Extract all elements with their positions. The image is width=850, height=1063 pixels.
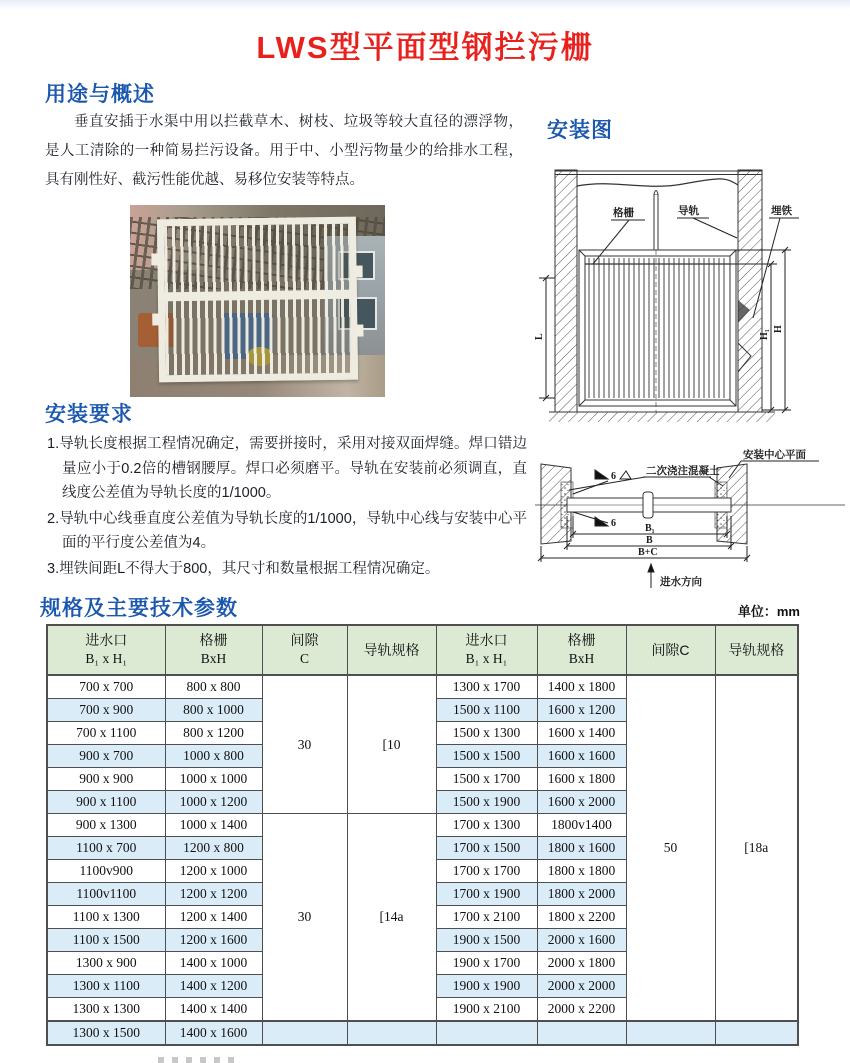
requirement-item: 3.埋铁间距L不得大于800，其尺寸和数量根据工程情况确定。	[47, 560, 440, 577]
dim-label-B-plus-C: B+C	[638, 547, 658, 558]
column-header: 导轨规格	[347, 625, 436, 675]
column-header: 格栅 BxH	[537, 625, 626, 675]
table-cell: 800 x 1200	[165, 722, 262, 745]
table-cell: 1700 x 1900	[436, 883, 537, 906]
spec-table-header	[47, 625, 798, 675]
table-cell: 1600 x 1200	[537, 699, 626, 722]
table-cell: 900 x 1300	[47, 814, 165, 837]
column-header: 间隙C	[626, 625, 715, 675]
install-diagram-plan-view	[533, 438, 850, 595]
section-heading-overview: 用途与概述	[45, 83, 155, 106]
dim-label-H: H	[773, 325, 784, 333]
table-cell: 1400 x 1600	[165, 1021, 262, 1045]
table-cell: 1900 x 2100	[436, 998, 537, 1022]
ground	[549, 412, 775, 422]
weld-size-bottom: 6	[611, 518, 616, 529]
photo-steel-grate	[157, 217, 358, 383]
label-embedded-iron: 埋铁	[771, 205, 792, 217]
requirement-item: 1.导轨长度根据工程情况确定，需要拼接时，采用对接双面焊缝。焊口错边量应小于0.2倍的槽钢腰厚。焊口必须磨平。导轨在安装前必须调直，直线度公差值为导轨长度的1/1000。	[47, 436, 527, 501]
table-cell: 1100 x 1300	[47, 906, 165, 929]
table-cell: 1300 x 1500	[47, 1021, 165, 1045]
top-deck	[555, 171, 762, 186]
spec-table	[46, 624, 799, 1046]
table-cell: 1500 x 1500	[436, 745, 537, 768]
column-header: 进水口 B₁ x H₁	[436, 625, 537, 675]
table-cell: 1800v1400	[537, 814, 626, 837]
table-cell: 1700 x 1500	[436, 837, 537, 860]
table-cell: 1200 x 1400	[165, 906, 262, 929]
dim-label-H1: H₁	[759, 329, 770, 340]
table-cell: 1800 x 1800	[537, 860, 626, 883]
table-cell	[436, 1021, 537, 1045]
table-cell: 1200 x 1200	[165, 883, 262, 906]
table-cell: 1400 x 1000	[165, 952, 262, 975]
photo-grate-lug	[152, 313, 161, 325]
table-cell: 1900 x 1700	[436, 952, 537, 975]
column-header: 导轨规格	[715, 625, 798, 675]
table-cell: 1400 x 1200	[165, 975, 262, 998]
spec-table-body	[47, 675, 798, 1045]
table-cell: 1600 x 1800	[537, 768, 626, 791]
table-cell: 1600 x 1400	[537, 722, 626, 745]
table-cell: [10	[347, 675, 436, 814]
label-center-plane: 安装中心平面	[743, 449, 806, 461]
table-cell: 1300 x 1700	[436, 675, 537, 699]
table-cell: 30	[262, 814, 347, 1022]
table-cell: 2000 x 2200	[537, 998, 626, 1022]
table-cell: 1100 x 1500	[47, 929, 165, 952]
table-row	[47, 1021, 798, 1045]
section-heading-specs: 规格及主要技术参数	[40, 597, 238, 620]
table-cell: 1400 x 1400	[165, 998, 262, 1022]
table-cell: 700 x 900	[47, 699, 165, 722]
table-cell: 2000 x 1600	[537, 929, 626, 952]
table-cell: 1100v1100	[47, 883, 165, 906]
table-cell: 1500 x 1700	[436, 768, 537, 791]
table-cell: 900 x 900	[47, 768, 165, 791]
label-flow-direction: 进水方向	[660, 576, 702, 588]
dim-label-B1: B₁	[645, 523, 655, 534]
table-cell	[715, 1021, 798, 1045]
photo-grate-lug	[151, 254, 160, 266]
photo-grate-lug	[354, 325, 363, 337]
photo-grate-lug	[353, 266, 362, 278]
table-cell: 1400 x 1800	[537, 675, 626, 699]
table-cell: 1100v900	[47, 860, 165, 883]
dim-label-B: B	[646, 535, 653, 546]
table-cell: 1600 x 1600	[537, 745, 626, 768]
table-cell: 1000 x 1000	[165, 768, 262, 791]
table-cell: 2000 x 1800	[537, 952, 626, 975]
table-cell: 1200 x 1000	[165, 860, 262, 883]
table-cell: 900 x 1100	[47, 791, 165, 814]
table-cell	[626, 1021, 715, 1045]
unit-label: 单位：mm	[737, 604, 800, 619]
overview-paragraph: 垂直安插于水渠中用以拦截草木、树枝、垃圾等较大直径的漂浮物，是人工清除的一种简易拦污设备。用于中、小型污物量少的给排水工程，具有刚性好、截污性能优越、易移位安装等特点。	[45, 114, 523, 188]
table-cell: 800 x 1000	[165, 699, 262, 722]
page-title: LWS型平面型钢拦污栅	[256, 30, 594, 65]
page-top-strip	[0, 0, 850, 10]
dim-label-L: L	[534, 333, 545, 340]
requirement-item: 2.导轨中心线垂直度公差值为导轨长度的1/1000，导轨中心线与安装中心平面的平行度公差值为4。	[47, 510, 527, 551]
table-cell: 1300 x 900	[47, 952, 165, 975]
rail-section	[567, 492, 731, 518]
table-cell: 700 x 1100	[47, 722, 165, 745]
table-cell: 1700 x 1700	[436, 860, 537, 883]
install-diagram-front-view	[533, 160, 850, 432]
section-heading-install-requirements: 安装要求	[45, 403, 133, 426]
column-header: 格栅 BxH	[165, 625, 262, 675]
photo-grate-rail	[161, 290, 353, 302]
table-cell: 1000 x 800	[165, 745, 262, 768]
table-cell: [14a	[347, 814, 436, 1022]
table-cell: 50	[626, 675, 715, 1021]
product-photo	[130, 205, 385, 397]
label-grille: 格栅	[613, 207, 634, 219]
table-cell: 1000 x 1400	[165, 814, 262, 837]
table-cell: 1900 x 1900	[436, 975, 537, 998]
table-cell: 1100 x 700	[47, 837, 165, 860]
table-row	[47, 675, 798, 699]
grate-outline	[579, 250, 736, 406]
table-cell: 1300 x 1300	[47, 998, 165, 1022]
install-requirements-list	[47, 432, 527, 582]
table-cell: 1200 x 1600	[165, 929, 262, 952]
table-cell: 900 x 700	[47, 745, 165, 768]
section-heading-install-diagram: 安装图	[547, 119, 613, 142]
flow-arrow	[648, 564, 654, 588]
weld-size-top: 6	[611, 471, 616, 482]
table-cell	[537, 1021, 626, 1045]
table-cell: 1700 x 2100	[436, 906, 537, 929]
table-cell: 1500 x 1300	[436, 722, 537, 745]
table-cell: 1700 x 1300	[436, 814, 537, 837]
table-cell: 700 x 700	[47, 675, 165, 699]
table-cell: [18a	[715, 675, 798, 1021]
table-cell: 1500 x 1100	[436, 699, 537, 722]
table-cell: 1200 x 800	[165, 837, 262, 860]
table-cell: 1800 x 1600	[537, 837, 626, 860]
table-cell: 1800 x 2000	[537, 883, 626, 906]
table-cell	[347, 1021, 436, 1045]
table-cell: 800 x 800	[165, 675, 262, 699]
table-cell: 1800 x 2200	[537, 906, 626, 929]
table-cell: 2000 x 2000	[537, 975, 626, 998]
table-cell: 1500 x 1900	[436, 791, 537, 814]
table-cell: 1300 x 1100	[47, 975, 165, 998]
table-cell: 1600 x 2000	[537, 791, 626, 814]
label-secondary-concrete: 二次浇注混凝土	[646, 465, 720, 477]
cutoff-text-fragment	[158, 1057, 238, 1063]
table-cell	[262, 1021, 347, 1045]
table-cell: 1000 x 1200	[165, 791, 262, 814]
column-header: 进水口 B₁ x H₁	[47, 625, 165, 675]
column-header: 间隙 C	[262, 625, 347, 675]
table-cell: 30	[262, 675, 347, 814]
label-guide-rail: 导轨	[678, 205, 699, 217]
table-cell: 1900 x 1500	[436, 929, 537, 952]
